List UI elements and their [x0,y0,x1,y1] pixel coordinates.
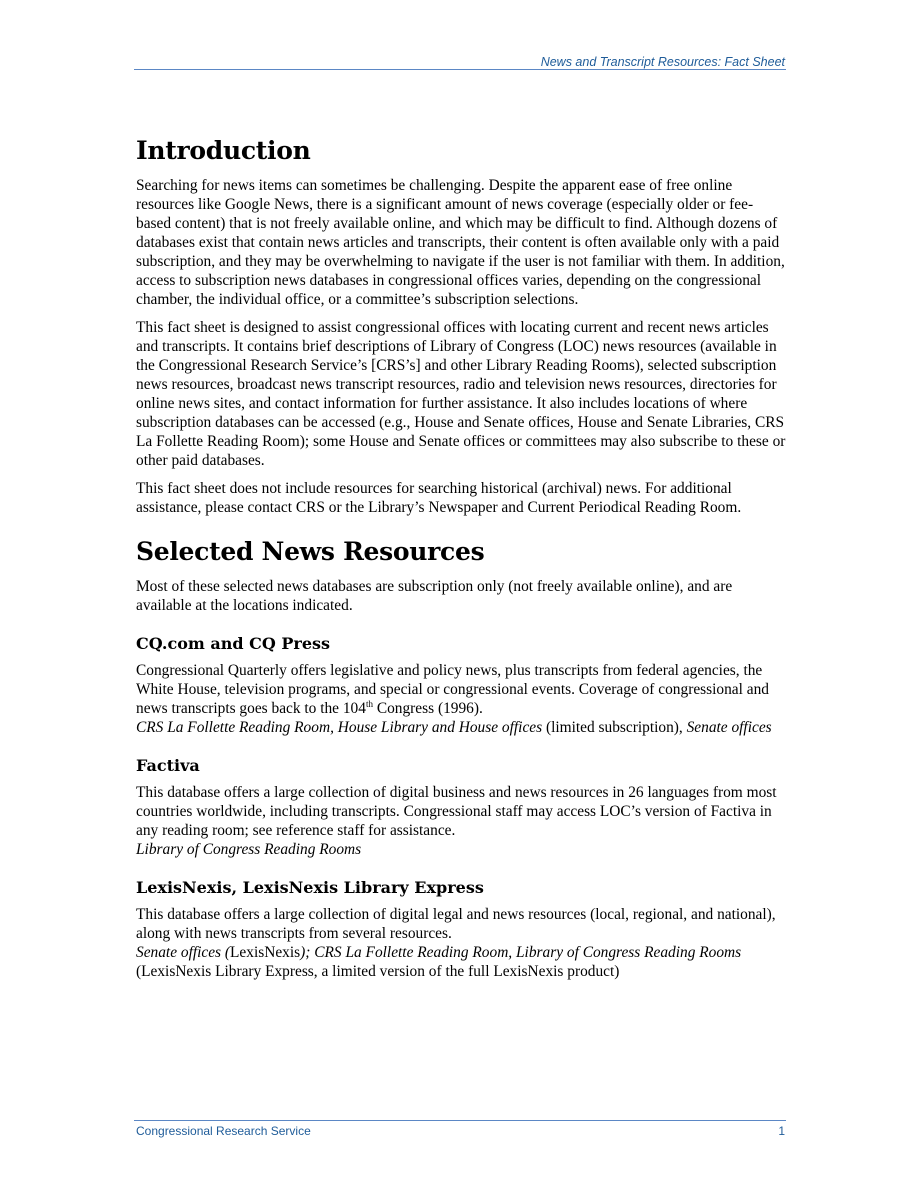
intro-paragraph-2: This fact sheet is designed to assist congressional offices with locating current and recent news articles and transcripts. It contains brief descriptions of Library of Congress (LOC) news resources (available in the Congressional Research Service’s [CRS’s] and other Library Reading Rooms), selected subscription news resources, broadcast news transcript resources, radio and television news resources, directories for online news sites, and contact information for further assistance. It also includes locations of where subscription databases can be accessed (e.g., House and Senate offices, House and Senate Libraries, CRS La Follette Reading Room); some House and Senate offices or committees may also subscribe to these or other paid databases. [136,319,786,469]
lexisnexis-heading: LexisNexis, LexisNexis Library Express [136,878,484,897]
introduction-heading: Introduction [136,136,311,165]
header-rule [134,69,786,70]
lexisnexis-description: This database offers a large collection of digital legal and news resources (local, regional, and national), along with news transcripts from several resources. [136,906,776,942]
footer-organization: Congressional Research Service [136,1124,311,1138]
cq-heading: CQ.com and CQ Press [136,634,331,653]
intro-paragraph-1: Searching for news items can sometimes be challenging. Despite the apparent ease of free online resources like Google News, there is a significant amount of news coverage (especially older or fee-based content) that is not freely available online, and which may be difficult to find. Although dozens of databases exist that contain news articles and transcripts, their content is often available only with a paid subscription, and they may be overwhelming to navigate if the user is not familiar with them. In addition, access to subscription news databases in congressional offices varies, depending on the congressional chamber, the individual office, or a committee’s subscription selections. [136,177,785,308]
factiva-heading: Factiva [136,756,200,775]
page-number: 1 [778,1124,785,1138]
page-body [136,134,788,981]
lexisnexis-locations: Senate offices (LexisNexis); CRS La Follette Reading Room, Library of Congress Reading Rooms (LexisNexis Library Express, a limited version of the full LexisNexis product) [136,944,742,980]
factiva-locations: Library of Congress Reading Rooms [136,841,362,858]
factiva-description: This database offers a large collection of digital business and news resources in 26 languages from most countries worldwide, including transcripts. Congressional staff may access LOC’s version of Factiva in any reading room; see reference staff for assistance. [136,784,777,839]
footer-rule [134,1120,786,1121]
selected-intro-paragraph: Most of these selected news databases are subscription only (not freely available online), and are available at the locations indicated. [136,578,733,614]
intro-paragraph-3: This fact sheet does not include resources for searching historical (archival) news. For additional assistance, please contact CRS or the Library’s Newspaper and Current Periodical Reading Room. [136,480,742,516]
running-header: News and Transcript Resources: Fact Sheet [540,55,785,69]
selected-news-resources-heading: Selected News Resources [136,537,485,566]
cq-description: Congressional Quarterly offers legislative and policy news, plus transcripts from federal agencies, the White House, television programs, and special or congressional events. Coverage of congressional and news transcripts goes back to the 104th Congress (1996). [136,662,769,717]
cq-locations: CRS La Follette Reading Room, House Library and House offices (limited subscription), Senate offices [136,719,772,736]
